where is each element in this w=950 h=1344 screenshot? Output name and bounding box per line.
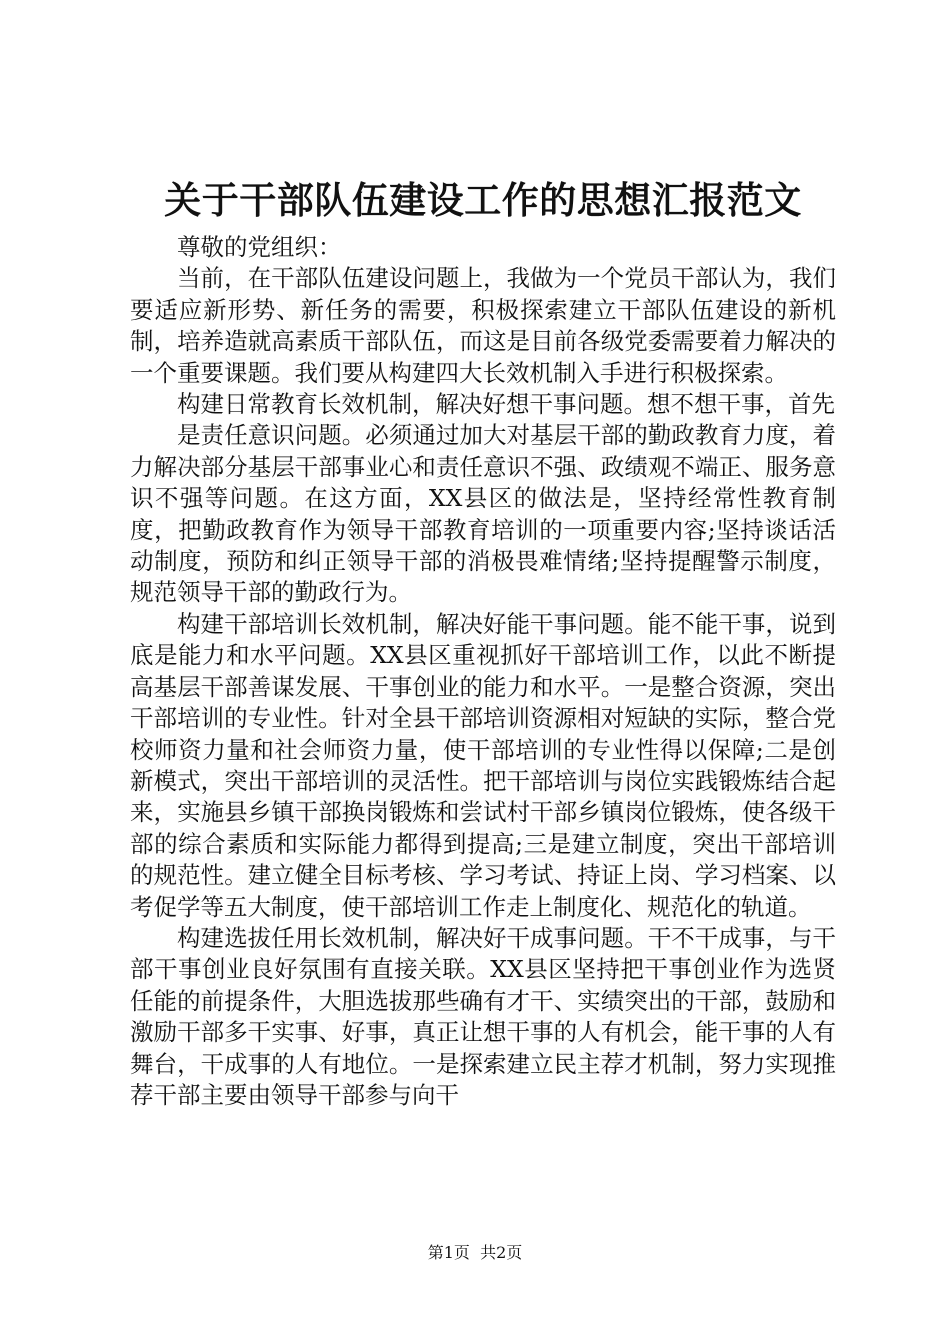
document-body xyxy=(130,232,836,1111)
page-number-total: 共2页 xyxy=(480,1243,523,1262)
page-number-current: 第1页 xyxy=(427,1243,470,1262)
paragraph: 构建干部培训长效机制，解决好能干事问题。能不能干事，说到底是能力和水平问题。XX县区重视抓好干部培训工作，以此不断提高基层干部善谋发展、干事创业的能力和水平。一是整合资源，突出干部培训的专业性。针对全县干部培训资源相对短缺的实际，整合党校师资力量和社会师资力量，使干部培训的专业性得以保障;二是创新模式，突出干部培训的灵活性。把干部培训与岗位实践锻炼结合起来，实施县乡镇干部换岗锻炼和尝试村干部乡镇岗位锻炼，使各级干部的综合素质和实际能力都得到提高;三是建立制度，突出干部培训的规范性。建立健全目标考核、学习考试、持证上岗、学习档案、以考促学等五大制度，使干部培训工作走上制度化、规范化的轨道。 xyxy=(130,609,836,921)
paragraph: 构建选拔任用长效机制，解决好干成事问题。干不干成事，与干部干事创业良好氛围有直接关联。XX县区坚持把干事创业作为选贤任能的前提条件，大胆选拔那些确有才干、实绩突出的干部，鼓励和激励干部多干实事、好事，真正让想干事的人有机会，能干事的人有舞台，干成事的人有地位。一是探索建立民主荐才机制，努力实现推荐干部主要由领导干部参与向干 xyxy=(130,923,836,1109)
document-page xyxy=(130,0,836,1344)
paragraph: 构建日常教育长效机制，解决好想干事问题。想不想干事，首先 xyxy=(177,390,835,419)
paragraph: 当前，在干部队伍建设问题上，我做为一个党员干部认为，我们要适应新形势、新任务的需要，积极探索建立干部队伍建设的新机制，培养造就高素质干部队伍，而这是目前各级党委需要着力解决的一个重要课题。我们要从构建四大长效机制入手进行积极探索。 xyxy=(130,264,836,387)
paragraph: 是责任意识问题。必须通过加大对基层干部的勤政教育力度，着力解决部分基层干部事业心和责任意识不强、政绩观不端正、服务意识不强等问题。在这方面，XX县区的做法是，坚持经常性教育制度，把勤政教育作为领导干部教育培训的一项重要内容;坚持谈话活动制度，预防和纠正领导干部的消极畏难情绪;坚持提醒警示制度，规范领导干部的勤政行为。 xyxy=(130,421,836,607)
salutation: 尊敬的党组织： xyxy=(177,233,342,261)
document-title: 关于干部队伍建设工作的思想汇报范文 xyxy=(164,178,802,222)
page-footer xyxy=(0,1243,950,1263)
